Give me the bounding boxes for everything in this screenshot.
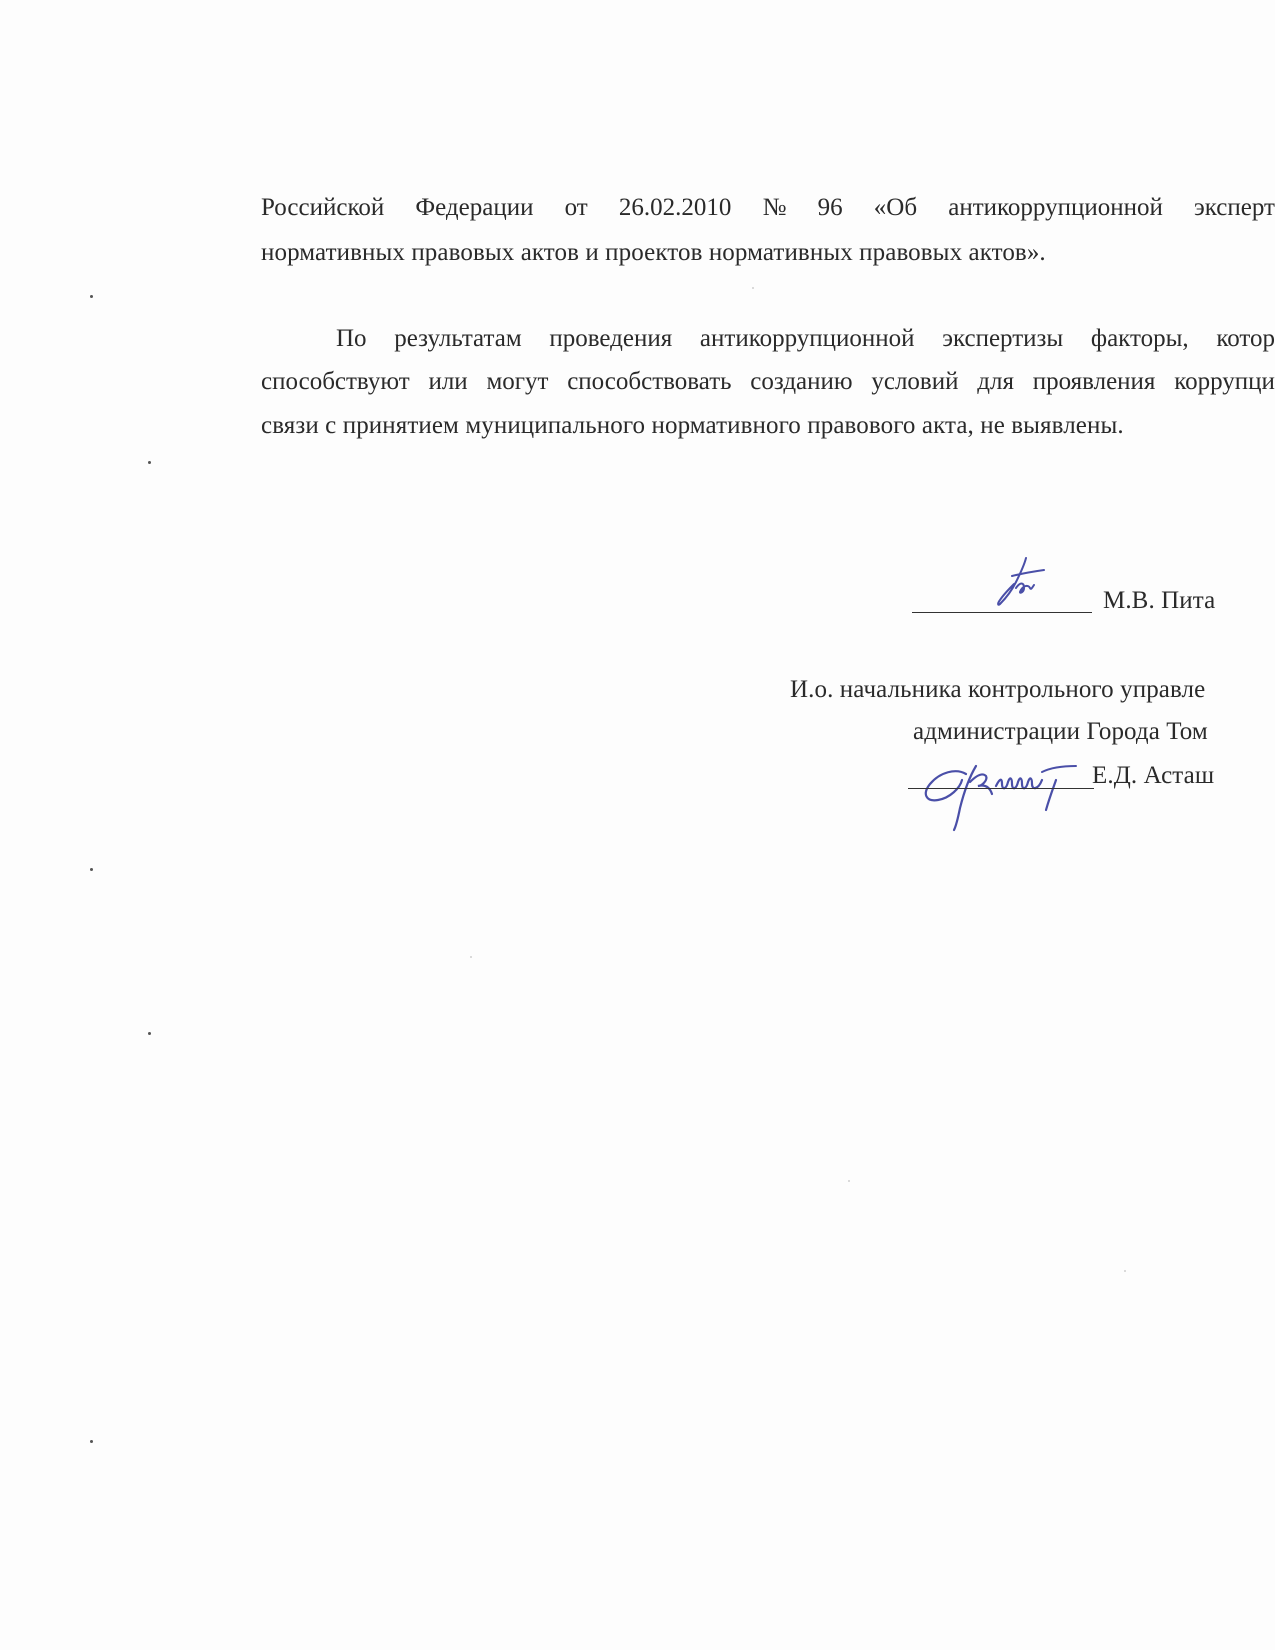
signature-line-second <box>908 788 1094 789</box>
scan-speck <box>470 956 472 958</box>
word: 96 <box>817 194 843 221</box>
signer-position-line-1: И.о. начальника контрольного управле <box>790 676 1206 703</box>
signature-line-first <box>912 612 1092 613</box>
word: Федерации <box>415 194 534 221</box>
word: коррупци <box>1174 368 1275 395</box>
scan-speck <box>752 287 754 289</box>
word: для <box>977 368 1014 395</box>
word: способствовать <box>567 368 732 395</box>
scan-speck <box>90 1440 93 1443</box>
word: проведения <box>549 325 673 352</box>
signer-name-first: М.В. Пита <box>1103 587 1216 614</box>
word: экспертизы <box>942 325 1064 352</box>
para2-line-1 <box>336 324 1275 354</box>
scan-speck <box>90 295 93 298</box>
signature-first <box>990 552 1060 612</box>
para2-line-3: связи с принятием муниципального нормативного правового акта, не выявлены. <box>261 412 1124 439</box>
body-line-2: нормативных правовых актов и проектов нормативных правовых актов». <box>261 239 1046 266</box>
word: антикоррупционной <box>699 325 915 352</box>
signature-second <box>916 752 1096 836</box>
scan-speck <box>148 1032 151 1035</box>
para2-line-2 <box>261 367 1275 397</box>
word: или <box>428 368 468 395</box>
word: № <box>762 194 787 221</box>
word: По <box>336 325 367 352</box>
signer-name-second: Е.Д. Асташ <box>1092 762 1215 789</box>
word: созданию <box>750 368 853 395</box>
word: котор <box>1216 325 1275 352</box>
scan-speck <box>148 461 151 464</box>
scan-speck <box>90 868 93 871</box>
body-line-1 <box>261 193 1275 223</box>
scan-speck <box>1124 1270 1126 1272</box>
word: 26.02.2010 <box>618 194 732 221</box>
word: антикоррупционной <box>948 194 1163 221</box>
scan-speck <box>848 1180 850 1182</box>
word: результатам <box>394 325 522 352</box>
word: Российской <box>261 194 385 221</box>
word: от <box>564 194 588 221</box>
word: эксперт <box>1194 194 1275 221</box>
word: условий <box>871 368 959 395</box>
signer-position-line-2: администрации Города Том <box>913 718 1208 745</box>
word: факторы, <box>1090 325 1189 352</box>
word: «Об <box>873 194 918 221</box>
word: могут <box>486 368 549 395</box>
word: способствуют <box>261 368 410 395</box>
word: проявления <box>1032 368 1156 395</box>
